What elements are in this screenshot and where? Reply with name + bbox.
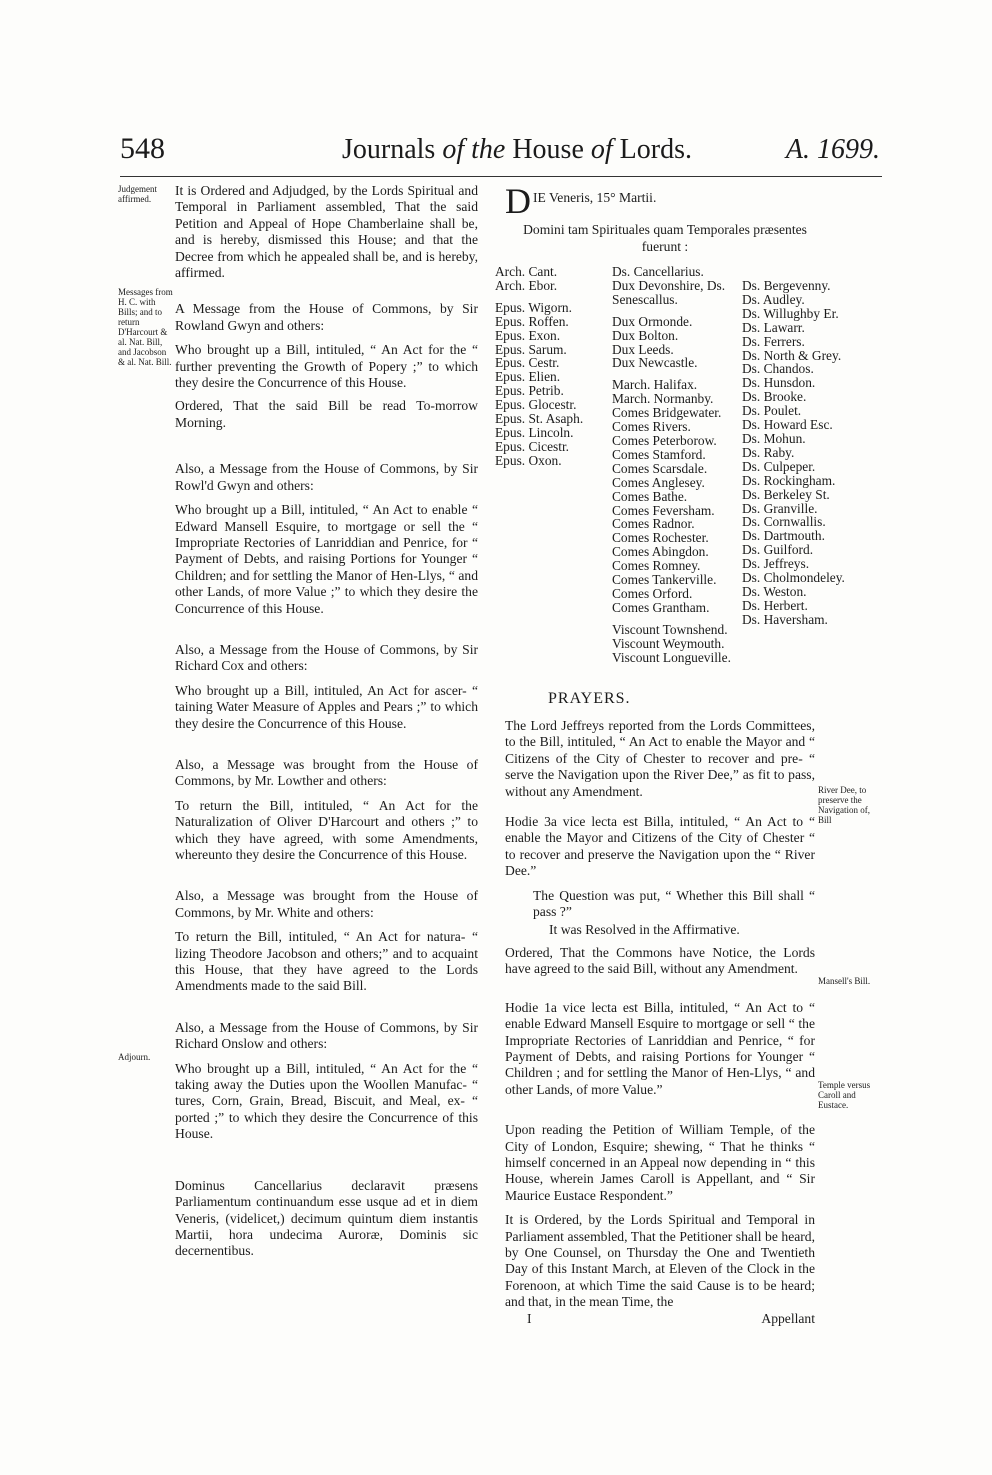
title-word-of: of	[442, 134, 465, 165]
peers-list	[612, 265, 731, 664]
paragraph: Hodie 1a vice lecta est Billa, intituled, “ An Act to “ enable Edward Mansell Esquire to mortgage or sell “ the Impropriate Rectories of Lanriddian and Penrice, “ for Payment of Debts, and raising Portions for Younger “ Children ; and for settling the Manor of Hen-Llys, “ and other Lands, of more Value.”	[505, 999, 815, 1097]
margin-note-temple: Temple versus Caroll and Eustace.	[818, 1080, 871, 1110]
barons-list	[742, 279, 845, 627]
lord-name: Senescallus.	[612, 291, 678, 307]
paragraph: Also, a Message was brought from the House of Commons, by Mr. White and others:	[175, 888, 478, 920]
page-header	[120, 132, 880, 180]
lord-name: Ds. Jeffreys.	[742, 556, 810, 572]
page-number: 548	[120, 132, 165, 165]
lord-name: Ds. Hunsdon.	[742, 375, 816, 391]
paragraph: Ordered, That the said Bill be read To-morrow Morning.	[175, 398, 478, 430]
lord-name: March. Halifax.	[612, 377, 698, 393]
title-word-house: House	[512, 134, 584, 165]
lord-name: Comes Grantham.	[612, 599, 710, 615]
lord-name: Comes Bathe.	[612, 488, 688, 504]
lord-name: Comes Rivers.	[612, 419, 691, 435]
title-word-the: the	[471, 134, 506, 165]
margin-note-judgement: Judgement affirmed.	[118, 184, 157, 204]
margin-note-river-dee: River Dee, to preserve the Navigation of, Bill	[818, 785, 870, 825]
lord-name: Comes Peterborow.	[612, 432, 717, 448]
lord-name: Dux Ormonde.	[612, 313, 693, 329]
lord-name: Comes Radnor.	[612, 516, 695, 532]
lord-name: Ds. Cancellarius.	[612, 264, 704, 279]
lord-name: Dux Newcastle.	[612, 355, 698, 371]
lord-name: Ds. Lawarr.	[742, 319, 805, 335]
lord-name: Comes Scarsdale.	[612, 460, 708, 476]
lord-name: Ds. Mohun.	[742, 430, 806, 446]
lord-name: Comes Anglesey.	[612, 474, 705, 490]
lord-name: Epus. Lincoln.	[495, 424, 574, 440]
catchword-line	[505, 1311, 815, 1328]
lord-name: Ds. Howard Esc.	[742, 417, 833, 433]
title-word-of-2: of	[590, 134, 613, 165]
paragraph: Also, a Message from the House of Commons, by Sir Rowl'd Gwyn and others:	[175, 461, 478, 493]
lord-name: March. Normanby.	[612, 391, 714, 407]
lord-name: Viscount Longueville.	[612, 649, 731, 665]
paragraph: Also, a Message from the House of Commons, by Sir Richard Onslow and others:	[175, 1019, 478, 1052]
lord-name: Ds. Herbert.	[742, 597, 808, 613]
lord-name: Comes Rochester.	[612, 530, 709, 546]
paragraph: Ordered, That the Commons have Notice, the Lords have agreed to the said Bill, without any Amendment.	[505, 944, 815, 977]
lord-name: Ds. Willughby Er.	[742, 305, 839, 321]
paragraph: The Question was put, “ Whether this Bill shall “ pass ?”	[533, 887, 815, 920]
lord-name: Epus. Wigorn.	[495, 299, 572, 315]
paragraph: Who brought up a Bill, intituled, “ An Act for the “ further preventing the Growth of Popery ;” to which they desire the Concurrence of this House.	[175, 342, 478, 391]
paragraph: Also, a Message was brought from the House of Commons, by Mr. Lowther and others:	[175, 756, 478, 789]
bishops-list	[495, 265, 583, 468]
lord-name: Ds. Weston.	[742, 583, 807, 599]
paragraph: Upon reading the Petition of William Temple, of the City of London, Esquire; shewing, “ That he thinks “ himself concerned in an Appeal now depending in “ this House, wherein James Caroll is Appellant, and “ Sir Maurice Eustace Respondent.”	[505, 1122, 815, 1203]
lord-name: Ds. Raby.	[742, 444, 795, 460]
paragraph: Who brought up a Bill, intituled, “ An Act to enable “ Edward Mansell Esquire, to mortgage or sell the “ Impropriate Rectories of Lanriddian and Penrice, for “ Payment of Debts, and raising Portions for Younger “ Children; and for settling the Manor of Hen-Llys, “ and other Lands, of more Value ;” to which they desire the Concurrence of this House.	[175, 502, 478, 616]
left-column	[175, 183, 478, 1260]
lord-name: Dux Leeds.	[612, 341, 674, 357]
lord-name: Epus. Exon.	[495, 327, 561, 343]
lord-name: Dux Bolton.	[612, 327, 679, 343]
drop-cap: D	[505, 181, 531, 221]
paragraph: Dominus Cancellarius declaravit præsens Parliamentum continuandum esse usque ad et in diem Veneris, (videlicet,) decimum quintum diem instantis Martii, hora undecima Auroræ, Dominis sic decernentibus.	[175, 1177, 478, 1259]
title-word-journals: Journals	[342, 134, 436, 165]
domini-line: Domini tam Spirituales quam Temporales præsentes fuerunt :	[523, 222, 807, 254]
signature-mark: I	[527, 1310, 532, 1326]
lord-name: Epus. Oxon.	[495, 452, 562, 468]
lord-name: Ds. Haversham.	[742, 611, 828, 627]
lord-name: Epus. Glocestr.	[495, 397, 577, 413]
page-year: A. 1699.	[785, 134, 880, 165]
paragraph: Also, a Message from the House of Commons, by Sir Richard Cox and others:	[175, 641, 478, 674]
lord-name: Comes Bridgewater.	[612, 405, 722, 421]
lord-name: Ds. Audley.	[742, 291, 805, 307]
paragraph: Hodie 3a vice lecta est Billa, intituled, “ An Act to “ enable the Mayor and Citizens of the City of Chester “ to recover and preserve the Navigation upon the “ River Dee.”	[505, 814, 815, 879]
lord-name: Epus. St. Asaph.	[495, 411, 584, 427]
paragraph: It is Ordered, by the Lords Spiritual and Temporal in Parliament assembled, That the Petitioner shall be heard, by One Counsel, on Thursday the One and Twentieth Day of this Instant March, at Eleven of the Clock in the Forenoon, at which Time the said Cause is to be heard; and that, in the mean Time, the	[505, 1212, 815, 1310]
lord-name: Ds. Rockingham.	[742, 472, 836, 488]
title-word-lords: Lords.	[619, 134, 692, 165]
sitting-heading	[505, 181, 825, 255]
lord-name: Comes Feversham.	[612, 502, 715, 518]
paragraph: A Message from the House of Commons, by Sir Rowland Gwyn and others:	[175, 301, 478, 333]
right-column-body	[505, 718, 815, 1328]
paragraph: It was Resolved in the Affirmative.	[549, 922, 740, 938]
lord-name: Ds. Granville.	[742, 500, 818, 516]
sitting-date: IE Veneris, 15° Martii.	[533, 190, 657, 205]
running-title	[342, 134, 692, 166]
prayers-heading: PRAYERS.	[548, 690, 631, 707]
lord-name: Comes Abingdon.	[612, 544, 709, 560]
lord-name: Ds. Poulet.	[742, 403, 802, 419]
lord-name: Ds. Ferrers.	[742, 333, 805, 349]
paragraph: Who brought up a Bill, intituled, An Act for ascer- “ taining Water Measure of Apples and Pears ;” to which they desire the Concurrence of this House.	[175, 682, 478, 731]
lord-name: Ds. Cornwallis.	[742, 514, 826, 530]
lord-name: Ds. Guilford.	[742, 542, 814, 558]
lord-name: Ds. Chandos.	[742, 361, 814, 377]
lord-name: Comes Tankerville.	[612, 572, 717, 588]
lord-name: Ds. Culpeper.	[742, 458, 816, 474]
lord-name: Epus. Petrib.	[495, 383, 564, 399]
lord-name: Comes Orford.	[612, 585, 693, 601]
paragraph: To return the Bill, intituled, “ An Act for natura- “ lizing Theodore Jacobson and others;” and to acquaint this House, that they have agreed to the Lords Amendments made to the said Bill.	[175, 929, 478, 994]
paragraph: It is Ordered and Adjudged, by the Lords Spiritual and Temporal in Parliament assembled, That the said Petition and Appeal of Hope Chamberlaine shall be, and is hereby, dismissed this House; and that the Decree from which he appealed shall be, and is hereby, affirmed.	[175, 183, 478, 281]
lord-name: Epus. Sarum.	[495, 341, 567, 357]
paragraph: Who brought up a Bill, intituled, “ An Act for the “ taking away the Duties upon the Woollen Manufac- “ tures, Corn, Grain, Bread, Biscuit, and Meal, ex- “ ported ;” to which they desire the Concurrence of this House.	[175, 1060, 478, 1142]
lord-name: Comes Stamford.	[612, 446, 706, 462]
lord-name: Epus. Elien.	[495, 369, 561, 385]
lord-name: Epus. Cestr.	[495, 355, 560, 371]
lord-name: Epus. Cicestr.	[495, 438, 570, 454]
margin-note-messages: Messages from H. C. with Bills; and to return D'Harcourt & al. Nat. Bill, and Jacobson & al. Nat. Bill.	[118, 287, 173, 367]
lord-name: Arch. Ebor.	[495, 277, 558, 293]
catchword: Appellant	[761, 1310, 815, 1326]
lord-name: Ds. Brooke.	[742, 389, 807, 405]
lord-name: Ds. Dartmouth.	[742, 528, 825, 544]
paragraph: The Lord Jeffreys reported from the Lords Committees, to the Bill, intituled, “ An Act to enable the Mayor and “ Citizens of the City of Chester to recover and pre- “ serve the Navigation upon the River Dee,” as fit to pass, without any Amendment.	[505, 718, 815, 799]
paragraph: To return the Bill, intituled, “ An Act for the Naturalization of Oliver D'Harcourt and others ;” to which they have agreed, with some Amendments, whereunto they desire the Concurrence of this House.	[175, 797, 478, 862]
lord-name: Ds. North & Grey.	[742, 347, 842, 363]
lord-name: Dux Devonshire, Ds.	[612, 277, 726, 293]
margin-note-adjourn: Adjourn.	[118, 1052, 151, 1062]
lord-name: Comes Romney.	[612, 558, 701, 574]
header-rule	[120, 176, 882, 177]
lord-name: Viscount Townshend.	[612, 621, 728, 637]
lord-name: Epus. Roffen.	[495, 313, 569, 329]
lord-name: Viscount Weymouth.	[612, 635, 725, 651]
lord-name: Ds. Bergevenny.	[742, 278, 831, 293]
lord-name: Ds. Cholmondeley.	[742, 570, 845, 586]
lord-name: Arch. Cant.	[495, 264, 558, 279]
lord-name: Ds. Berkeley St.	[742, 486, 830, 502]
margin-note-mansell: Mansell's Bill.	[818, 976, 871, 986]
